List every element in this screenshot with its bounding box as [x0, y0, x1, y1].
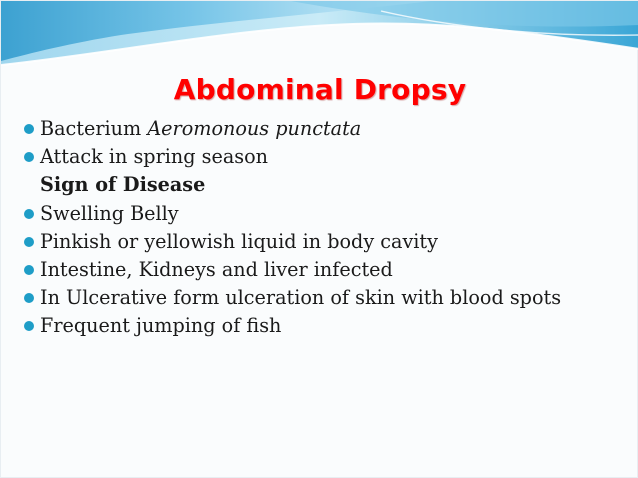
section-heading [23, 171, 633, 199]
item-text: In Ulcerative form ulceration of skin with blood spots [40, 286, 562, 310]
item-italic-text: Aeromonous punctata [147, 117, 362, 140]
item-text: Bacterium [40, 117, 148, 140]
item-text: Swelling Belly [40, 201, 179, 225]
item-text: Attack in spring season [40, 145, 269, 169]
list-item [23, 256, 633, 284]
content-list [23, 115, 633, 341]
heading-text: Sign of Disease [40, 173, 206, 197]
list-item [23, 115, 633, 143]
header-wave-decoration [1, 1, 638, 79]
list-item [23, 312, 633, 340]
list-item [23, 200, 633, 228]
bullet-dot-icon [24, 265, 34, 275]
item-text: Intestine, Kidneys and liver infected [40, 258, 393, 282]
bullet-dot-icon [24, 237, 34, 247]
list-item [23, 143, 633, 171]
bullet-dot-icon [24, 293, 34, 303]
bullet-dot-icon [24, 321, 34, 331]
bullet-dot-icon [24, 124, 34, 134]
slide-title: Abdominal Dropsy [173, 73, 467, 106]
bullet-dot-icon [24, 209, 34, 219]
item-text: Frequent jumping of fish [40, 314, 282, 338]
item-text: Pinkish or yellowish liquid in body cavity [40, 229, 438, 253]
bullet-dot-icon [24, 152, 34, 162]
list-item [23, 228, 633, 256]
list-item [23, 284, 633, 312]
